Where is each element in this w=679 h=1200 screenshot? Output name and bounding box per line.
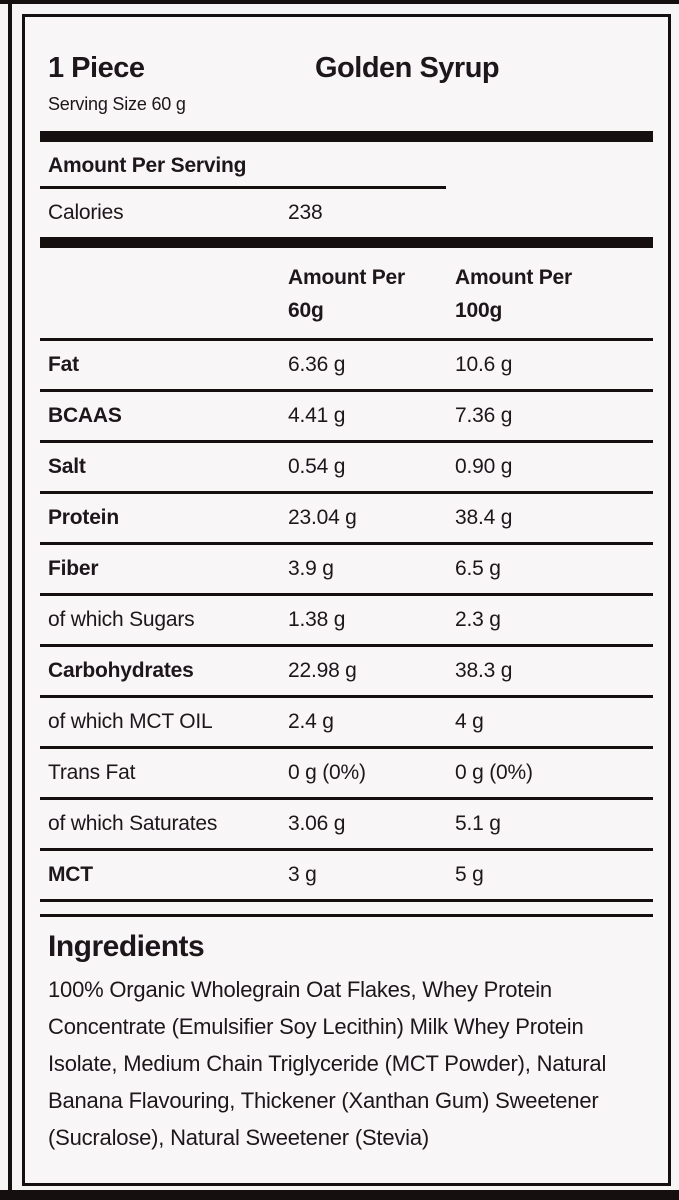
serving-size-text: Serving Size 60 g xyxy=(48,94,186,114)
outer-frame-top xyxy=(0,0,679,4)
nutrient-label: Salt xyxy=(48,455,86,478)
nutrient-label: Carbohydrates xyxy=(48,659,194,682)
flavor-title: Golden Syrup xyxy=(315,52,500,84)
nutrient-label: of which Sugars xyxy=(48,608,195,631)
divider-thin xyxy=(40,914,653,917)
amount-per-100g-value: 38.4 g xyxy=(455,506,513,529)
nutrient-label: of which MCT OIL xyxy=(48,710,213,733)
serving-count-title: 1 Piece xyxy=(48,52,145,84)
nutrient-label: BCAAS xyxy=(48,404,122,427)
amount-per-100g-value: 6.5 g xyxy=(455,557,501,580)
table-row-carbohydrates xyxy=(40,647,653,695)
calories-value: 238 xyxy=(288,201,323,224)
label-header xyxy=(40,50,653,86)
divider-thick xyxy=(40,237,653,248)
table-row-saturates xyxy=(40,800,653,848)
amount-per-60g-value: 3.06 g xyxy=(288,812,346,835)
table-row-bcaas xyxy=(40,392,653,440)
nutrient-label: Trans Fat xyxy=(48,761,136,784)
table-row-fat xyxy=(40,341,653,389)
amount-per-60g-value: 22.98 g xyxy=(288,659,357,682)
amount-per-100g-value: 5 g xyxy=(455,863,484,886)
amount-per-60g-value: 0.54 g xyxy=(288,455,346,478)
nutrition-label-box xyxy=(22,14,671,1186)
amount-per-100g-value: 4 g xyxy=(455,710,484,733)
outer-frame-left xyxy=(8,0,12,1200)
amount-per-100g-value: 7.36 g xyxy=(455,404,513,427)
nutrient-label: of which Saturates xyxy=(48,812,218,835)
amount-per-100g-value: 2.3 g xyxy=(455,608,501,631)
amount-per-100g-value: 0 g (0%) xyxy=(455,761,533,784)
divider-thick xyxy=(40,131,653,142)
amount-per-100g-value: 38.3 g xyxy=(455,659,513,682)
amount-per-100g-value: 0.90 g xyxy=(455,455,513,478)
column-header-60g: Amount Per 60g xyxy=(288,266,406,322)
nutrient-label: Fiber xyxy=(48,557,99,580)
nutrient-label: MCT xyxy=(48,863,93,886)
amount-per-100g-value: 5.1 g xyxy=(455,812,501,835)
amount-per-60g-value: 23.04 g xyxy=(288,506,357,529)
table-row-mct xyxy=(40,851,653,899)
table-row-sugars xyxy=(40,596,653,644)
amount-per-60g-value: 6.36 g xyxy=(288,353,346,376)
table-row-trans-fat xyxy=(40,749,653,797)
amount-per-60g-value: 3 g xyxy=(288,863,317,886)
table-row-salt xyxy=(40,443,653,491)
table-row-fiber xyxy=(40,545,653,593)
nutrient-label: Fat xyxy=(48,353,79,376)
amount-per-60g-value: 0 g (0%) xyxy=(288,761,366,784)
calories-row xyxy=(40,189,653,237)
outer-frame-bottom xyxy=(0,1190,679,1200)
amount-per-60g-value: 1.38 g xyxy=(288,608,346,631)
amount-per-60g-value: 3.9 g xyxy=(288,557,334,580)
nutrient-label: Protein xyxy=(48,506,119,529)
amount-per-60g-value: 2.4 g xyxy=(288,710,334,733)
column-header-100g: Amount Per 100g xyxy=(455,266,573,322)
ingredients-heading: Ingredients xyxy=(48,930,205,963)
table-row-mct-oil xyxy=(40,698,653,746)
column-header-row xyxy=(40,248,653,338)
amount-per-serving-heading: Amount Per Serving xyxy=(48,154,247,177)
table-row-protein xyxy=(40,494,653,542)
amount-per-60g-value: 4.41 g xyxy=(288,404,346,427)
ingredients-text: 100% Organic Wholegrain Oat Flakes, Whey Protein Concentrate (Emulsifier Soy Lecithin) Milk Whey Protein Isolate, Medium Chain Triglyceride (MCT Powder), Natural Banana Flavouring, Thickener (Xanthan Gum) Sweetener (Sucralose), Natural Sweetener (Stevia) xyxy=(48,977,607,1150)
amount-per-100g-value: 10.6 g xyxy=(455,353,513,376)
calories-label: Calories xyxy=(48,201,124,224)
